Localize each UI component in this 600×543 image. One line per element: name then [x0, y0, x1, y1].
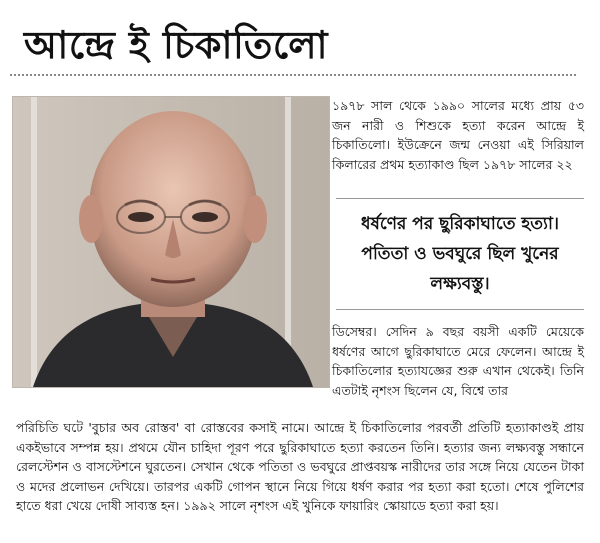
headline: আন্দ্রে ই চিকাতিলো	[24, 23, 329, 67]
portrait-photo	[12, 96, 330, 388]
pull-quote: ধর্ষণের পর ছুরিকাঘাতে হত্যা। পতিতা ও ভবঘুরে ছিল খুনের লক্ষ্যবস্তু।	[336, 198, 584, 310]
article-paragraph-top: ১৯৭৮ সাল থেকে ১৯৯০ সালের মধ্যে প্রায় ৫৩ জন নারী ও শিশুকে হত্যা করেন আন্দ্রে ই চিকাতিলো। ইউক্রেনে জন্ম নেওয়া এই সিরিয়াল কিলারের প্রথম হত্যাকাণ্ড ছিল ১৯৭৮ সালের ২২	[332, 98, 584, 172]
article-paragraph-mid: ডিসেম্বর। সেদিন ৯ বছর বয়সী একটি মেয়েকে ধর্ষণের আগে ছুরিকাঘাতে মেরে ফেলেন। আন্দ্রে ই চিকাতিলোর হত্যাযজ্ঞের শুরু এখান থেকেই। তিনি এতটাই নৃশংস ছিলেন যে, বিশ্বে তার	[332, 324, 584, 398]
article-paragraph-bottom: পরিচিতি ঘটে 'বুচার অব রোস্তব' বা রোস্তবের কসাই নামে। আন্দ্রে ই চিকাতিলোর পরবর্তী প্রতিটি হত্যাকাণ্ডই প্রায় একইভাবে সম্পন্ন হয়। প্রথমে যৌন চাহিদা পূরণ পরে ছুরিকাঘাতে হত্যা করতেন তিনি। হত্যার জন্য লক্ষ্যবস্তু সন্ধানে রেলস্টেশন ও বাসস্টেশনে ঘুরতেন। সেখান থেকে পতিতা ও ভবঘুরে প্রাপ্তবয়স্ক নারীদের তার সঙ্গে নিয়ে যেতেন টাকা ও মদের প্রলোভন দেখিয়ে। তারপর একটি গোপন স্থানে নিয়ে গিয়ে ধর্ষণ করার পর হত্যা করা হতো। শেষে পুলিশের হাতে ধরা খেয়ে দোষী সাব্যস্ত হন। ১৯৯২ সালে নৃশংস এই খুনিকে ফায়ারিং স্কোয়াডে হত্যা করা হয়।	[16, 420, 584, 513]
dotted-divider	[10, 74, 576, 76]
